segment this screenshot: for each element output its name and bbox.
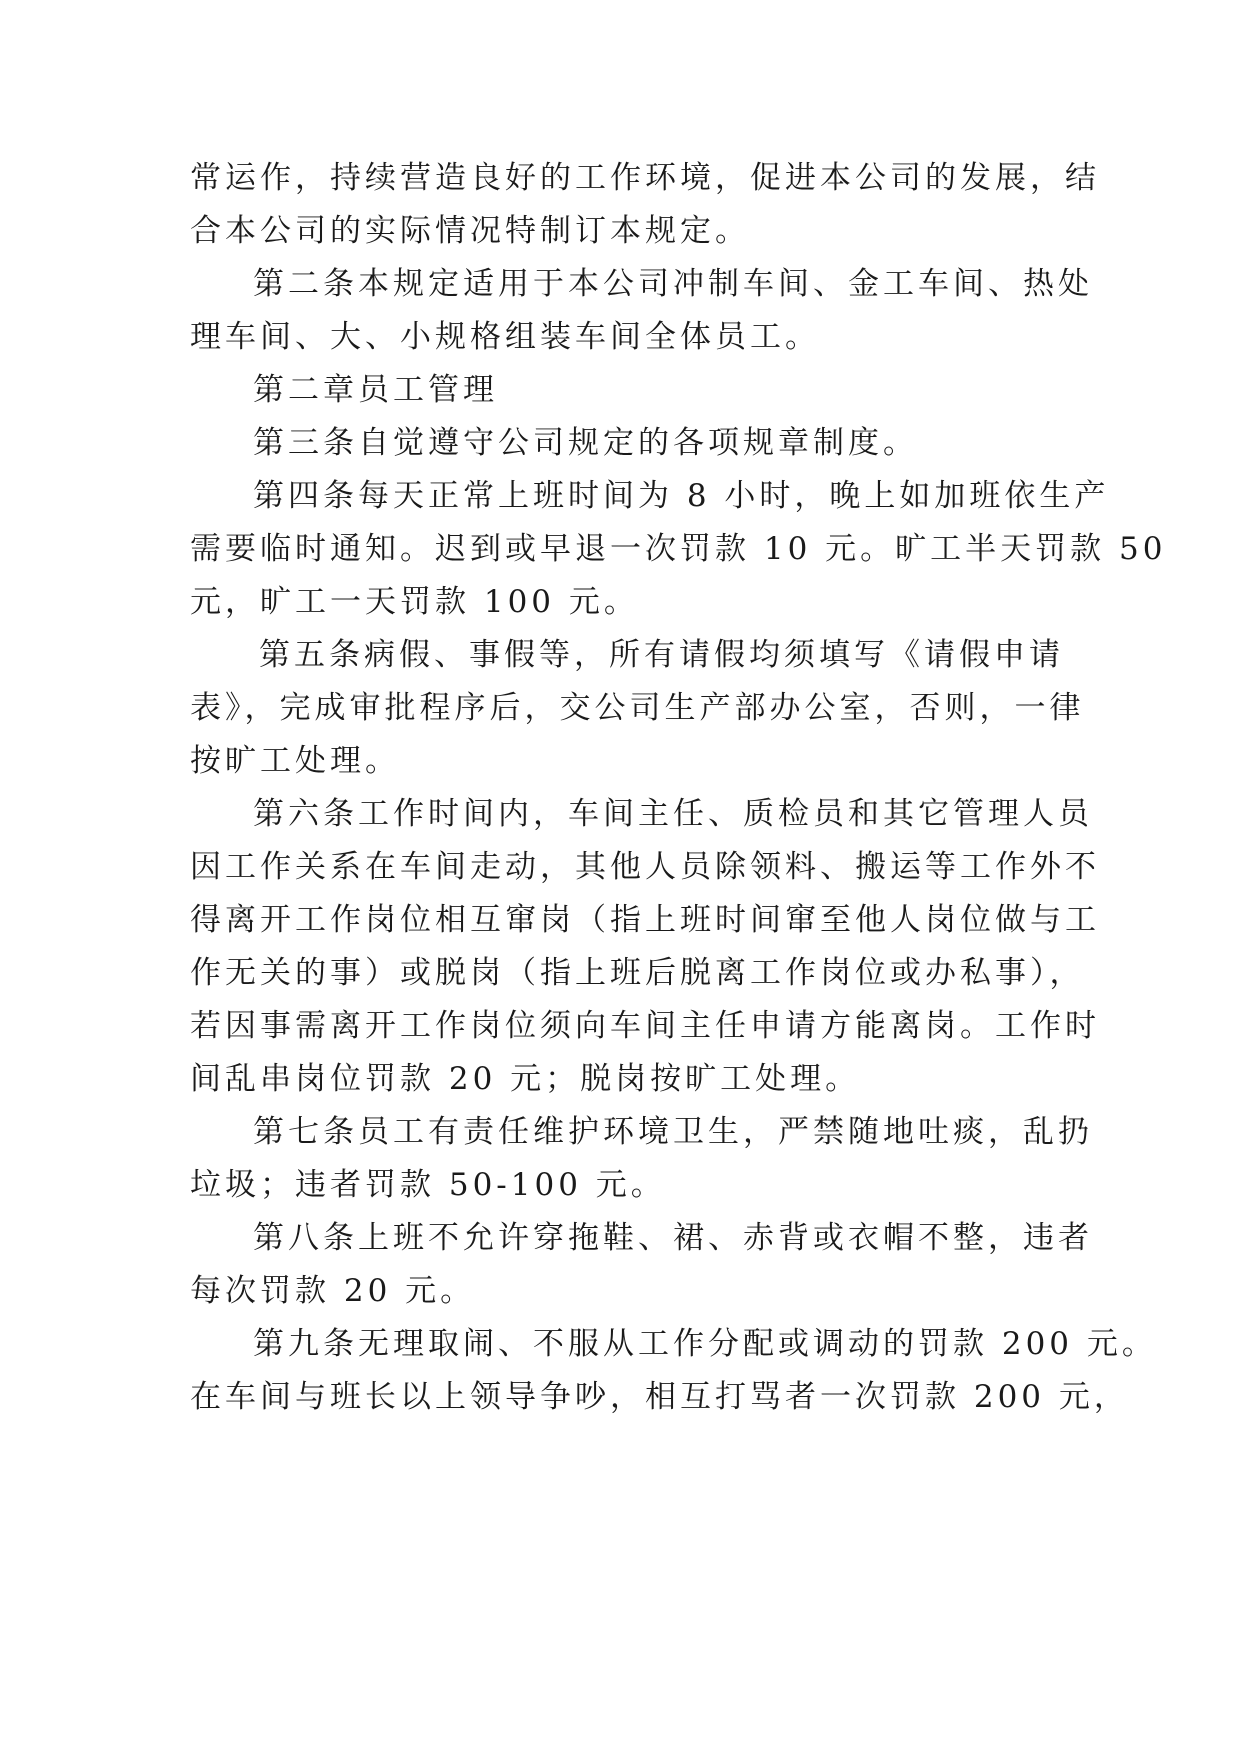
text-line: 合本公司的实际情况特制订本规定。	[190, 213, 750, 249]
text-line: 垃圾；违者罚款 50-100 元。	[190, 1167, 666, 1203]
text-line: 第六条工作时间内，车间主任、质检员和其它管理人员	[253, 796, 1093, 832]
text-line: 理车间、大、小规格组装车间全体员工。	[190, 319, 820, 355]
text-line: 因工作关系在车间走动，其他人员除领料、搬运等工作外不	[190, 849, 1100, 885]
text-line: 元，旷工一天罚款 100 元。	[190, 584, 639, 620]
text-line: 第三条自觉遵守公司规定的各项规章制度。	[253, 425, 918, 461]
text-line: 第二条本规定适用于本公司冲制车间、金工车间、热处	[253, 266, 1093, 302]
text-line: 每次罚款 20 元。	[190, 1273, 476, 1309]
text-line: 第四条每天正常上班时间为 8 小时，晚上如加班依生产	[253, 478, 1110, 514]
text-line: 作无关的事）或脱岗（指上班后脱离工作岗位或办私事），	[190, 955, 1085, 991]
text-line: 表》，完成审批程序后，交公司生产部办公室，否则，一律	[190, 690, 1085, 726]
text-line: 得离开工作岗位相互窜岗（指上班时间窜至他人岗位做与工	[190, 902, 1100, 938]
text-line: 第八条上班不允许穿拖鞋、裙、赤背或衣帽不整，违者	[253, 1220, 1093, 1256]
text-line: 间乱串岗位罚款 20 元；脱岗按旷工处理。	[190, 1061, 861, 1097]
text-line: 若因事需离开工作岗位须向车间主任申请方能离岗。工作时	[190, 1008, 1100, 1044]
text-line: 第五条病假、事假等，所有请假均须填写《请假申请	[259, 637, 1064, 673]
text-line: 在车间与班长以上领导争吵，相互打骂者一次罚款 200 元，	[190, 1379, 1129, 1415]
text-line: 按旷工处理。	[190, 743, 400, 779]
text-line: 第七条员工有责任维护环境卫生，严禁随地吐痰，乱扔	[253, 1114, 1093, 1150]
text-line: 需要临时通知。迟到或早退一次罚款 10 元。旷工半天罚款 50	[190, 531, 1167, 567]
text-line: 常运作，持续营造良好的工作环境，促进本公司的发展，结	[190, 160, 1100, 196]
chapter-heading: 第二章员工管理	[253, 372, 498, 408]
text-line: 第九条无理取闹、不服从工作分配或调动的罚款 200 元。	[253, 1326, 1157, 1362]
